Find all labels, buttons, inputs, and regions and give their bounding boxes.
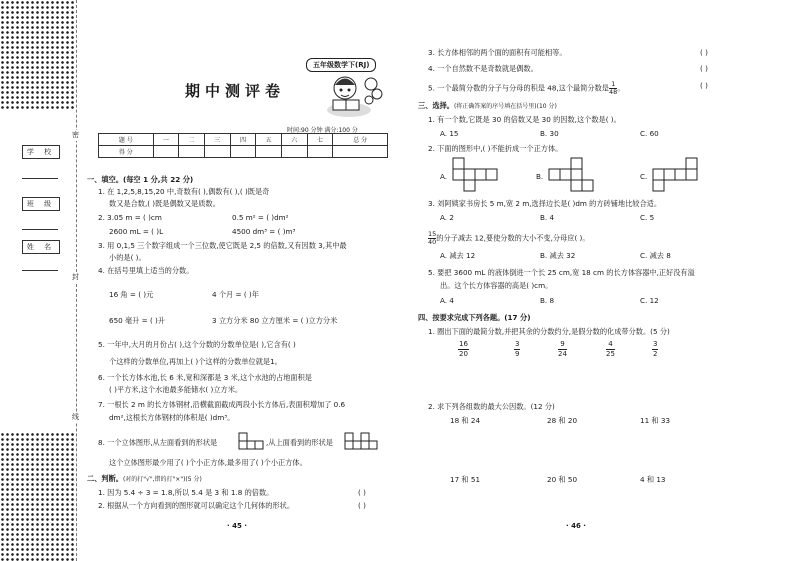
fraction-3-numerator: 9 xyxy=(558,340,567,350)
q5-line-1: 5. 一年中,大月的月份占( ),这个分数的分数单位是( ),它含有( ) xyxy=(98,340,296,349)
name-field[interactable] xyxy=(22,270,58,271)
gcd-pair-3: 11 和 33 xyxy=(640,416,671,425)
choice-5-line-1: 5. 要把 3600 mL 的液体倒进一个长 25 cm,宽 18 cm 的长方体容器中,正好没有溢 xyxy=(428,268,695,277)
score-cell: 三 xyxy=(204,134,230,146)
q8-line-2: 这个立体图形最少用了( )个小正方体,最多用了( )个小正方体。 xyxy=(109,458,307,467)
choice-1-option-c[interactable]: C. 60 xyxy=(640,129,659,138)
judge-1: 1. 因为 5.4 ÷ 3 = 1.8,所以 5.4 是 3 和 1.8 的倍数。 xyxy=(98,488,274,497)
judge-2-answer[interactable]: ( ) xyxy=(358,501,366,510)
judge-2: 2. 根据从一个方向看到的图形就可以确定这个几何体的形状。 xyxy=(98,501,295,510)
section-3-heading: 三、选择。 xyxy=(418,101,454,110)
fraction-2-denominator: 9 xyxy=(515,350,520,358)
section-3-note: (将正确答案的序号填在括号里)(10 分) xyxy=(453,103,557,110)
q6-line-1: 6. 一个长方体水池,长 6 米,宽和深都是 3 米,这个水池的占地面积是 xyxy=(98,373,312,382)
cut-mark-2: 封 xyxy=(72,273,79,281)
score-cell: 七 xyxy=(307,134,333,146)
problem-1: 1. 圈出下面的最简分数,并把其余的分数约分,是假分数的化成带分数。(5 分) xyxy=(428,327,670,336)
gcd-pair-5: 20 和 50 xyxy=(547,475,578,484)
judge-5-text: 5. 一个最简分数的分子与分母的积是 48,这个最简分数是 xyxy=(428,83,609,93)
fraction-2-numerator: 3 xyxy=(515,340,520,348)
section-1-title: 一、填空。(每空 1 分,共 22 分) xyxy=(87,175,194,184)
q5-line-2: 个这样的分数单位,再加上( )个这样的分数单位就是1。 xyxy=(109,357,282,366)
choice-4 xyxy=(428,231,590,246)
judge-1-answer[interactable]: ( ) xyxy=(358,488,366,497)
name-label: 姓 名 xyxy=(22,240,60,254)
judge-4-answer[interactable]: ( ) xyxy=(700,64,708,73)
q6-line-2: ( )平方米,这个水池最多能储水( )立方米。 xyxy=(109,385,243,394)
section-2-title xyxy=(87,474,202,484)
q7-line-1: 7. 一根长 2 m 的长方体钢材,沿横截面截成两段小长方体后,表面积增加了 0.6 xyxy=(98,400,346,409)
cube-net-c-icon xyxy=(652,157,702,193)
choice-2-option-b[interactable]: B. xyxy=(536,172,544,181)
section-2-heading: 二、判断。 xyxy=(87,474,123,483)
gcd-pair-2: 28 和 20 xyxy=(547,416,578,425)
q4-item-c: 650 毫升 = ( )升 xyxy=(109,316,166,325)
fraction-4-denominator: 25 xyxy=(606,350,615,358)
judge-5 xyxy=(428,81,624,96)
q7-line-2: dm²,这根长方体钢材的体积是( )dm³。 xyxy=(109,413,235,422)
problem-2: 2. 求下列各组数的最大公因数。(12 分) xyxy=(428,402,555,411)
choice-5-option-b[interactable]: B. 8 xyxy=(540,296,555,305)
score-cell: 题 号 xyxy=(99,134,154,146)
choice-3-option-c[interactable]: C. 5 xyxy=(640,213,655,222)
score-input-row xyxy=(99,146,388,158)
section-3-title xyxy=(418,101,557,111)
fraction-5-numerator: 3 xyxy=(653,340,658,348)
choice-4-option-b[interactable]: B. 减去 32 xyxy=(540,251,576,260)
school-field[interactable] xyxy=(22,178,58,179)
score-input[interactable] xyxy=(256,146,282,158)
fraction-3[interactable] xyxy=(558,340,567,359)
choice-3: 3. 刘阿姨家书房长 5 m,宽 2 m,选择边长是( )dm 的方砖铺地比较合适。 xyxy=(428,199,662,208)
dot-pattern-bottom xyxy=(0,432,74,561)
score-cell: 一 xyxy=(153,134,179,146)
choice-3-option-b[interactable]: B. 4 xyxy=(540,213,555,222)
score-cell: 四 xyxy=(230,134,256,146)
cube-net-a-icon xyxy=(452,157,502,193)
choice-5-option-a[interactable]: A. 4 xyxy=(440,296,454,305)
page-number-left: · 45 · xyxy=(227,522,247,530)
cartoon-reading-icon xyxy=(325,70,385,120)
cut-mark-3: 线 xyxy=(72,413,79,421)
q4-item-d: 3 立方分米 80 立方厘米 = ( )立方分米 xyxy=(212,316,338,325)
gcd-pair-6: 4 和 13 xyxy=(640,475,666,484)
q1-line-1: 1. 在 1,2,5,8,15,20 中,奇数有( ),偶数有( ),( )既是奇 xyxy=(98,187,270,196)
fraction-5[interactable] xyxy=(652,340,658,359)
fraction-2[interactable] xyxy=(514,340,520,359)
q3-line-1: 3. 用 0,1,5 三个数字组成一个三位数,使它既是 2,5 的倍数,又有因数 3,其中最 xyxy=(98,241,347,250)
choice-5-line-2: 出。这个长方体容器的高是( )cm。 xyxy=(440,281,553,290)
q4-item-a: 16 角 = ( )元 xyxy=(109,290,154,299)
q4-prompt: 4. 在括号里填上适当的分数。 xyxy=(98,266,194,275)
class-field[interactable] xyxy=(22,229,58,230)
score-cell: 二 xyxy=(179,134,205,146)
choice-1: 1. 有一个数,它既是 30 的倍数又是 30 的因数,这个数是( )。 xyxy=(428,115,621,124)
choice-3-option-a[interactable]: A. 2 xyxy=(440,213,454,222)
q2-item-a: 2. 3.05 m = ( )cm xyxy=(98,213,162,222)
fraction-4-numerator: 4 xyxy=(606,340,615,350)
score-table xyxy=(98,133,388,158)
q2-item-b: 0.5 m² = ( )dm² xyxy=(232,213,289,222)
judge-3-answer[interactable]: ( ) xyxy=(700,48,708,57)
choice-2-option-a[interactable]: A. xyxy=(440,172,448,181)
score-header-row xyxy=(99,134,388,146)
exam-meta: 时间:90 分钟 满分:100 分 xyxy=(287,127,358,134)
school-label: 学 校 xyxy=(22,145,60,159)
choice-1-option-b[interactable]: B. 30 xyxy=(540,129,559,138)
score-input[interactable] xyxy=(230,146,256,158)
fraction-4[interactable] xyxy=(606,340,615,359)
q2-item-d: 4500 dm³ = ( )m³ xyxy=(232,227,296,236)
top-view-shape-icon xyxy=(344,432,378,452)
choice-4-text: 的分子减去 12,要使分数的大小不变,分母应( )。 xyxy=(436,233,590,243)
choice-4-denominator: 40 xyxy=(428,238,437,246)
score-input[interactable] xyxy=(204,146,230,158)
judge-5-answer[interactable]: ( ) xyxy=(700,81,708,90)
grade-badge: 五年级数学下(RJ) xyxy=(306,58,376,72)
fraction-1[interactable] xyxy=(458,340,469,359)
cube-net-b-icon xyxy=(548,157,598,193)
judge-5-denominator: 48 xyxy=(609,88,618,96)
q2-item-c: 2600 mL = ( )L xyxy=(109,227,164,236)
fraction-3-denominator: 24 xyxy=(558,350,567,358)
cut-mark-1: 密 xyxy=(72,131,79,139)
fraction-1-denominator: 20 xyxy=(459,350,468,358)
page-number-right: · 46 · xyxy=(566,522,586,530)
class-label: 班 级 xyxy=(22,197,60,211)
page-title: 期中测评卷 xyxy=(185,82,286,100)
choice-4-option-c[interactable]: C. 减去 8 xyxy=(640,251,671,260)
choice-1-option-a[interactable]: A. 15 xyxy=(440,129,459,138)
judge-4: 4. 一个自然数不是奇数就是偶数。 xyxy=(428,64,538,73)
judge-5-numerator: 1 xyxy=(609,81,617,89)
judge-3: 3. 长方体相邻的两个面的面积有可能相等。 xyxy=(428,48,567,57)
fraction-5-denominator: 2 xyxy=(653,350,658,358)
q4-item-b: 4 个月 = ( )年 xyxy=(212,290,259,299)
choice-4-option-a[interactable]: A. 减去 12 xyxy=(440,251,476,260)
gcd-pair-4: 17 和 51 xyxy=(450,475,481,484)
score-cell: 五 xyxy=(256,134,282,146)
score-input[interactable] xyxy=(307,146,333,158)
gcd-pair-1: 18 和 24 xyxy=(450,416,481,425)
fraction-1-numerator: 16 xyxy=(459,340,468,348)
score-input[interactable] xyxy=(281,146,307,158)
choice-2: 2. 下面的图形中,( )不能折成一个正方体。 xyxy=(428,144,563,153)
q1-line-2: 数又是合数,( )既是偶数又是质数。 xyxy=(109,199,220,208)
score-input[interactable] xyxy=(333,146,388,158)
judge-5-end: 。 xyxy=(617,83,625,93)
choice-5-option-c[interactable]: C. 12 xyxy=(640,296,659,305)
section-2-note: (对的打"√",错的打"×")(5 分) xyxy=(122,476,202,483)
score-input[interactable] xyxy=(153,146,179,158)
score-cell: 六 xyxy=(281,134,307,146)
dot-pattern-top xyxy=(0,0,74,110)
q8-line-1-part-2: ,从上面看到的形状是 xyxy=(266,438,333,447)
score-row-label: 得 分 xyxy=(99,146,154,158)
choice-2-option-c[interactable]: C. xyxy=(640,172,648,181)
score-input[interactable] xyxy=(179,146,205,158)
score-cell: 总 分 xyxy=(333,134,388,146)
q3-line-2: 小的是( )。 xyxy=(109,253,146,262)
choice-4-numerator: 15 xyxy=(428,230,437,238)
q8-line-1-part-1: 8. 一个立体图形,从左面看到的形状是 xyxy=(98,438,218,447)
left-view-shape-icon xyxy=(238,432,264,452)
section-4-title: 四、按要求完成下列各题。(17 分) xyxy=(418,313,531,322)
